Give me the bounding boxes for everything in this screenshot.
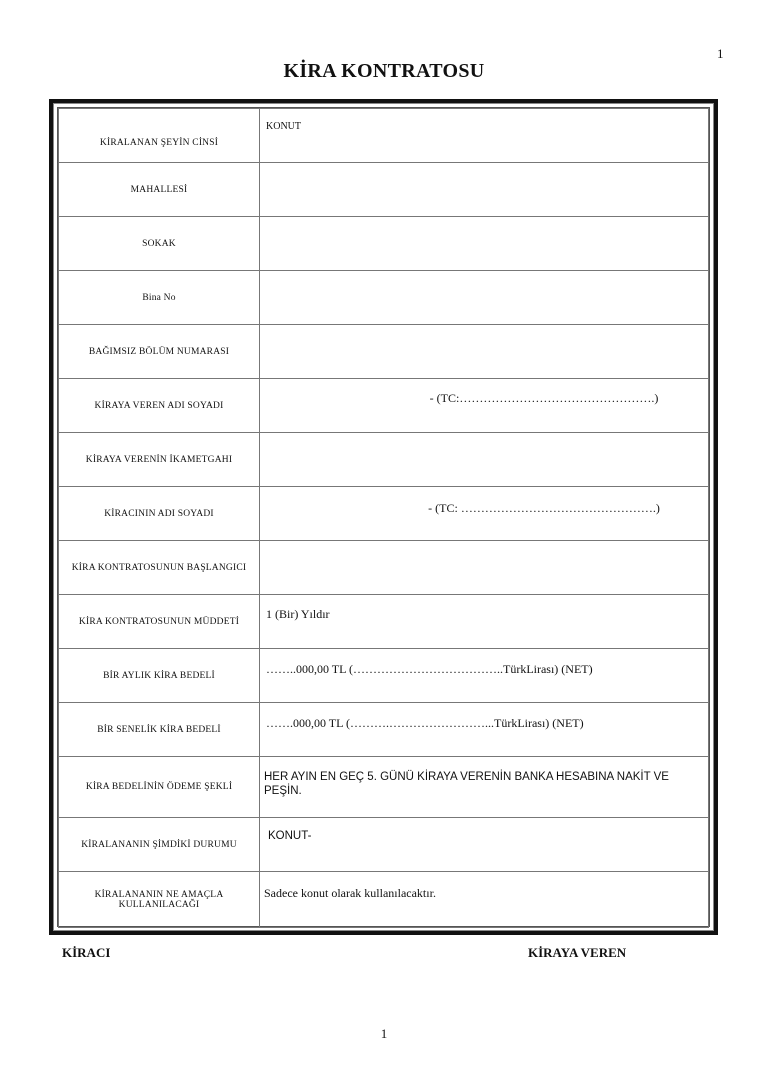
row-value-cell[interactable] [260, 595, 709, 649]
row-value: - (TC: ………………………………………….) [428, 501, 660, 515]
tenant-signature-label: KİRACI [62, 945, 111, 960]
page-number-top: 1 [717, 46, 724, 61]
row-label-cell [59, 109, 260, 163]
row-value: Sadece konut olarak kullanılacaktır. [264, 886, 436, 900]
row-value-cell[interactable] [260, 703, 709, 757]
row-label: KİRAYA VEREN ADI SOYADI [94, 400, 224, 411]
row-label-cell [59, 872, 260, 928]
row-label-cell [59, 325, 260, 379]
row-value: KONUT [266, 121, 301, 132]
table-row [59, 487, 709, 541]
row-value: 1 (Bir) Yıldır [266, 607, 330, 621]
table-row [59, 595, 709, 649]
contract-table-frame [49, 99, 718, 935]
row-value-cell[interactable] [260, 757, 709, 818]
row-value-cell[interactable] [260, 325, 709, 379]
contract-table [58, 108, 709, 928]
row-label: Bina No [142, 292, 176, 303]
row-label-cell [59, 163, 260, 217]
row-label: KİRA BEDELİNİN ÖDEME ŞEKLİ [85, 782, 233, 792]
row-label: KİRACININ ADI SOYADI [104, 508, 214, 519]
row-label-cell [59, 703, 260, 757]
row-label: BİR SENELİK KİRA BEDELİ [97, 724, 221, 735]
document-title: KİRA KONTRATOSU [283, 60, 485, 82]
row-label-cell [59, 649, 260, 703]
row-label: BAĞIMSIZ BÖLÜM NUMARASI [88, 346, 230, 357]
row-value-cell[interactable] [260, 433, 709, 487]
row-label: KİRA KONTRATOSUNUN MÜDDETİ [78, 616, 240, 627]
row-label: KİRALANAN ŞEYİN CİNSİ [99, 137, 219, 148]
table-row [59, 541, 709, 595]
row-label: KİRALANANIN ŞİMDİKİ DURUMU [81, 839, 237, 850]
row-label-cell [59, 271, 260, 325]
row-value-cell[interactable] [260, 872, 709, 928]
row-label: SOKAK [142, 238, 176, 249]
row-label: KİRALANANIN NE AMAÇLA KULLANILACAĞI [94, 889, 224, 910]
table-row [59, 818, 709, 872]
row-value-cell[interactable] [260, 217, 709, 271]
row-value-cell[interactable] [260, 818, 709, 872]
page-number-bottom: 1 [380, 1026, 388, 1041]
row-value-cell[interactable] [260, 109, 709, 163]
row-value-cell[interactable] [260, 541, 709, 595]
row-value: - (TC:………………………………………….) [429, 391, 659, 405]
row-label: MAHALLESİ [130, 184, 188, 195]
row-label-cell [59, 541, 260, 595]
row-value-cell[interactable] [260, 487, 709, 541]
row-value: ……..000,00 TL (………………………………..TürkLirası) (NET) [266, 662, 593, 676]
table-row [59, 757, 709, 818]
row-value-cell[interactable] [260, 271, 709, 325]
row-value-cell[interactable] [260, 163, 709, 217]
row-value-cell[interactable] [260, 379, 709, 433]
row-label-cell [59, 595, 260, 649]
row-value: HER AYIN EN GEÇ 5. GÜNÜ KİRAYA VERENİN BANKA HESABINA NAKİT VE PEŞİN. [264, 771, 669, 797]
table-row [59, 271, 709, 325]
row-label-cell [59, 433, 260, 487]
table-row [59, 379, 709, 433]
table-row [59, 163, 709, 217]
row-label-cell [59, 487, 260, 541]
table-row [59, 109, 709, 163]
table-row [59, 325, 709, 379]
table-row [59, 703, 709, 757]
row-label: KİRA KONTRATOSUNUN BAŞLANGICI [71, 562, 247, 573]
table-row [59, 217, 709, 271]
table-row [59, 433, 709, 487]
row-value: KONUT- [268, 830, 312, 842]
row-value-cell[interactable] [260, 649, 709, 703]
row-label-cell [59, 379, 260, 433]
row-label: BİR AYLIK KİRA BEDELİ [103, 670, 215, 681]
row-label-cell [59, 818, 260, 872]
table-row [59, 872, 709, 928]
landlord-signature-label: KİRAYA VEREN [528, 945, 627, 960]
row-label: KİRAYA VERENİN İKAMETGAHI [85, 454, 233, 465]
row-label-cell [59, 757, 260, 818]
row-value: …….000,00 TL (……….……………………...TürkLirası) (NET) [266, 716, 584, 730]
table-row [59, 649, 709, 703]
row-label-cell [59, 217, 260, 271]
